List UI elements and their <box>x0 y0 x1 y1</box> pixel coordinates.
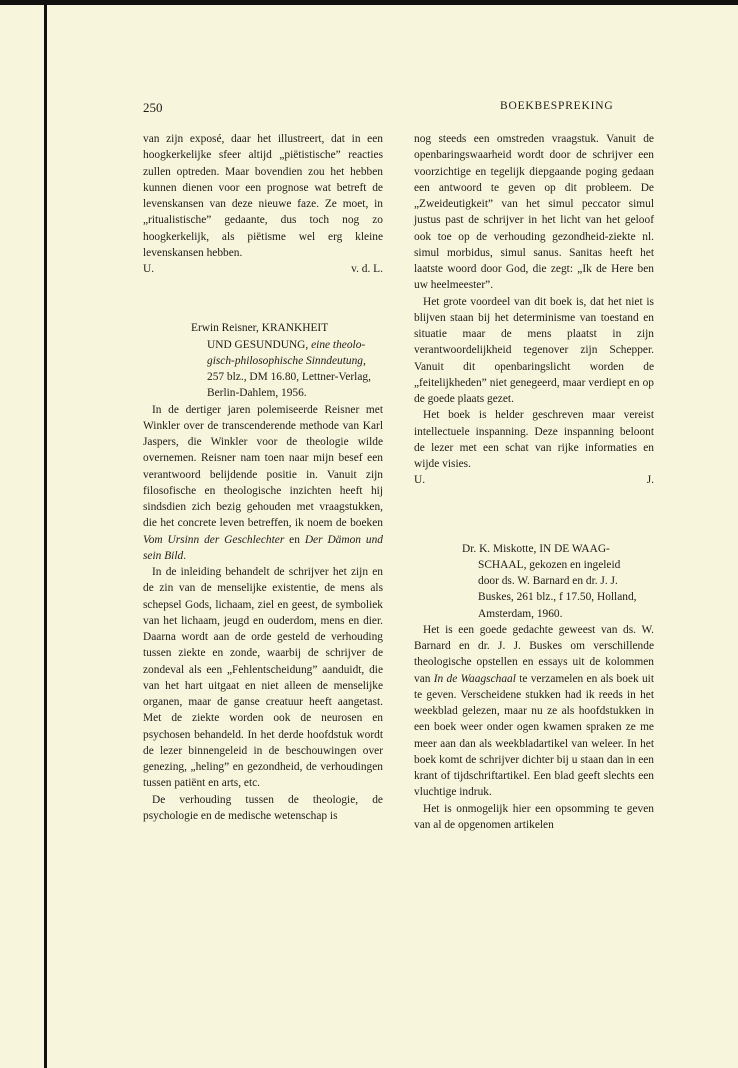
scan-border-top <box>0 0 738 5</box>
bib-line <box>191 353 383 369</box>
review-paragraph: Het is onmogelijk hier een opsomming te geven van al de opgenomen artikelen <box>414 802 654 831</box>
bib-line: Erwin Reisner, KRANKHEIT <box>191 322 329 335</box>
page-number: 250 <box>143 100 163 115</box>
bib-line: 257 blz., DM 16.80, Lettner-Verlag, <box>207 371 371 384</box>
book-title: Vom Ursinn der Geschlechter <box>143 533 285 546</box>
bib-line <box>191 337 383 353</box>
review-heading-miskotte <box>414 541 654 622</box>
bib-line: Amsterdam, 1960. <box>478 607 563 620</box>
signature-initial: U. <box>414 474 426 487</box>
right-column <box>414 131 654 833</box>
review-paragraph: De verhouding tussen de theologie, de psychologie en de medische wetenschap is <box>143 793 383 822</box>
signature-name: J. <box>646 474 654 487</box>
left-column <box>143 131 383 824</box>
scan-border-left <box>44 0 47 1068</box>
review-paragraph: Het grote voordeel van dit boek is, dat het niet is blijven staan bij het determinisme van toestand en situatie maar de mens plaatst in zijn verantwoordelijkheid tegenover zijn Schepper. Vanuit dit openbaringslicht worden de „feitelijkheden” niet genegeerd, maar verdiept en op de goede plaats gezet. <box>414 295 654 405</box>
review-paragraph: In de inleiding behandelt de schrijver het zijn en de zin van de menselijke existentie, de mens als schepsel Gods, lichaam, ziel en geest, de symboliek van het lichaam, jeugd en ouderdom, mens en dier. Daarna wordt aan de orde gesteld de verhouding tussen ziekte en zonde, waarbij de schrijver de zondeval als een „Fehlentscheidung” aanduidt, die van het hart uitgaat en niet alleen de menselijke organen, maar de ganse creatuur heeft aangetast. Met de ziekte worden ook de neurosen en psychosen behandeld. In het derde hoofdstuk wordt de lezer binnengeleid in de beschouwingen over genezing, „heling” en gezondheid, de verhoudingen tussen patiënt en arts, etc. <box>143 566 383 790</box>
reviewer-signature <box>143 261 383 277</box>
bib-line: Berlin-Dahlem, 1956. <box>207 387 307 400</box>
running-title: BOEKBESPREKING <box>500 100 614 112</box>
bib-line: Buskes, 261 blz., f 17.50, Holland, <box>478 591 637 604</box>
bib-line: SCHAAL, gekozen en ingeleid <box>478 558 621 571</box>
bib-line-subtitle: eine theolo- <box>311 338 366 351</box>
conjunction: en <box>284 533 305 546</box>
opening-paragraph: van zijn exposé, daar het illustreert, dat in een hoogkerkelijke sfeer altijd „piëtistische” reacties zullen optreden. Maar bovendien zou het hebben kunnen dienen voor een prognose wat betreft de levenskansen van deze nieuwe faze. Ze moet, in „ritualistische” gedaante, dus toch nog zo hoogkerkelijk, als piëtisme wel erg kleine levenskansen hebben. <box>143 133 383 259</box>
period: . <box>183 549 187 562</box>
bib-line: Dr. K. Miskotte, IN DE WAAG- <box>462 542 610 555</box>
bib-line-plain: UND GESUNDUNG, <box>207 338 312 351</box>
paragraph-text: Het is een goede gedachte geweest van ds. W. Barnard en dr. J. J. Buskes om verschillende theologische opstellen en essays uit de kolommen van <box>414 623 654 685</box>
paragraph-text: In de dertiger jaren polemiseerde Reisner met Winkler over de transcenderende methode van Karl Jaspers, die Winkler voor de theologie wilde overnemen. Reisner nam toen naar mijn besef een verantwoord belijdende positie in. Vanuit zijn filosofische en theologische inzichten heeft hij sindsdien zich bezig gehouden met vraagstukken, die het concrete leven betreffen, ik noem de boeken <box>143 403 383 530</box>
periodical-title: In de Waagschaal <box>433 672 516 685</box>
review-heading-reisner <box>143 320 383 401</box>
signature-initial: U. <box>143 263 155 275</box>
review-paragraph <box>143 402 383 565</box>
bib-line-subtitle: gisch-philosophische Sinndeutung, <box>207 354 366 367</box>
book-title: Der Dämon und sein Bild <box>143 533 383 562</box>
signature-name: v. d. L. <box>351 263 383 275</box>
review-paragraph: Het boek is helder geschreven maar vereist intellectuele inspanning. Deze inspanning beloont de lezer met een schat van rijke informaties en wijde visies. <box>414 409 654 470</box>
review-paragraph: nog steeds een omstreden vraagstuk. Vanuit de openbaringswaarheid wordt door de schrijver een voorzichtige en tegelijk diepgaande poging gedaan een antwoord te geven op dit probleem. De „Zweideutigkeit” van het simul peccator simul justus past de schrijver in het licht van het geloof ook toe op de verhouding gezondheid-ziekte nl. simul morbidus, simul sanus. Sanitas heeft het laatste woord door God, die zegt: „Ik de Here ben uw heelmeester”. <box>414 133 654 292</box>
reviewer-signature <box>414 472 654 488</box>
bib-line: door ds. W. Barnard en dr. J. J. <box>478 575 618 588</box>
paragraph-text: te verzamelen en als boek uit te geven. Verscheidene stukken had ik reeds in het weekblad gelezen, maar nu ze als hoofdstukken in een boek weer onder ogen kwamen spraken ze me meer aan dan als weekbladartikel van weleer. In het boek komt de schrijver dichter bij u staan dan in een krant of tijdschriftartikel. Een blad geeft slechts een vluchtige indruk. <box>414 672 655 799</box>
review-paragraph <box>414 622 654 801</box>
